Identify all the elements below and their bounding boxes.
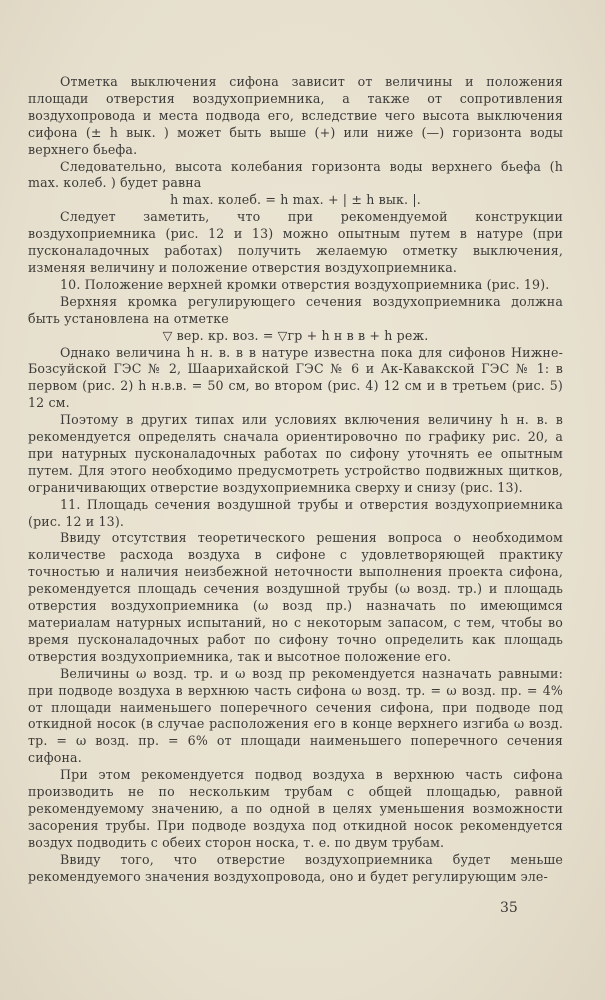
paragraph: Следовательно, высота колебания горизонта воды верхнего бьефа (h max. колеб. ) будет равна: [28, 158, 563, 191]
paragraph: Ввиду того, что отверстие воздухоприемника будет меньше рекомендуемого значения воздухопровода, оно и будет регулирующим эле-: [28, 851, 563, 884]
paragraph: Отметка выключения сифона зависит от величины и положения площади отверстия воздухоприемника, а также от сопротивления воздухопровода и места подвода его, вследствие чего высота выключения сифона (± h вык. ) может быть выше (+) или ниже (—) горизонта воды верхнего бьефа.: [28, 74, 563, 157]
paragraph: Поэтому в других типах или условиях включения величину h н. в. в рекомендуется определять сначала ориентировочно по графику рис. 20, а при натурных пусконаладочных работах по сифону уточнять ее опытным путем. Для этого необходимо предусмотреть устройство подвижных щитков, ограничивающих отверстие воздухоприемника сверху и снизу (рис. 13).: [28, 412, 563, 495]
page-number: 35: [500, 900, 518, 916]
body-text: [28, 74, 563, 886]
section-heading: 11. Площадь сечения воздушной трубы и отверстия воздухоприемника (рис. 12 и 13).: [28, 496, 563, 529]
paragraph: Однако величина h н. в. в в натуре известна пока для сифонов Нижне-Бозсуйской ГЭС № 2, Шаарихайской ГЭС № 6 и Ак-Кавакской ГЭС № 1: в первом (рис. 2) h н.в.в. = 50 см, во втором (рис. 4) 12 см и в третьем (рис. 5) 12 см.: [28, 344, 563, 411]
paragraph: Верхняя кромка регулирующего сечения воздухоприемника должна быть установлена на отметке: [28, 293, 563, 326]
formula: ▽ вер. кр. воз. = ▽гр + h н в в + h реж.: [162, 327, 429, 343]
paragraph: Ввиду отсутствия теоретического решения вопроса о необходимом количестве расхода воздуха в сифоне с удовлетворяющей практику точностью и наличия неизбежной неточности выполнения проекта сифона, рекомендуется площадь сечения воздушной трубы (ω возд. тр.) и площадь отверстия воздухоприемника (ω возд пр.) назначать по имеющимся материалам натурных испытаний, но с некоторым запасом, с тем, чтобы во время пусконаладочных работ по сифону точно определить как площадь отверстия воздухоприемника, так и высотное положение его.: [28, 530, 563, 664]
paragraph: Величины ω возд. тр. и ω возд пр рекомендуется назначать равными: при подводе воздуха в верхнюю часть сифона ω возд. тр. = ω возд. пр. = 4% от площади наименьшего поперечного сечения сифона, при подводе под откидной носок (в случае расположения его в конце верхнего изгиба ω возд. тр. = ω возд. пр. = 6% от площади наименьшего поперечного сечения сифона.: [28, 665, 563, 766]
paragraph: Следует заметить, что при рекомендуемой конструкции воздухоприемника (рис. 12 и 13) можно опытным путем в натуре (при пусконаладочных работах) получить желаемую отметку выключения, изменяя величину и положение отверстия воздухоприемника.: [28, 209, 563, 275]
formula: h max. колеб. = h max. + | ± h вык. |.: [170, 192, 421, 208]
section-heading: 10. Положение верхней кромки отверстия воздухоприемника (рис. 19).: [60, 276, 550, 292]
paragraph: При этом рекомендуется подвод воздуха в верхнюю часть сифона производить не по нескольким трубам с общей площадью, равной рекомендуемому значению, а по одной в целях уменьшения возможности засорения трубы. При подводе воздуха под откидной носок рекомендуется воздух подводить с обеих сторон носка, т. е. по двум трубам.: [28, 767, 563, 850]
